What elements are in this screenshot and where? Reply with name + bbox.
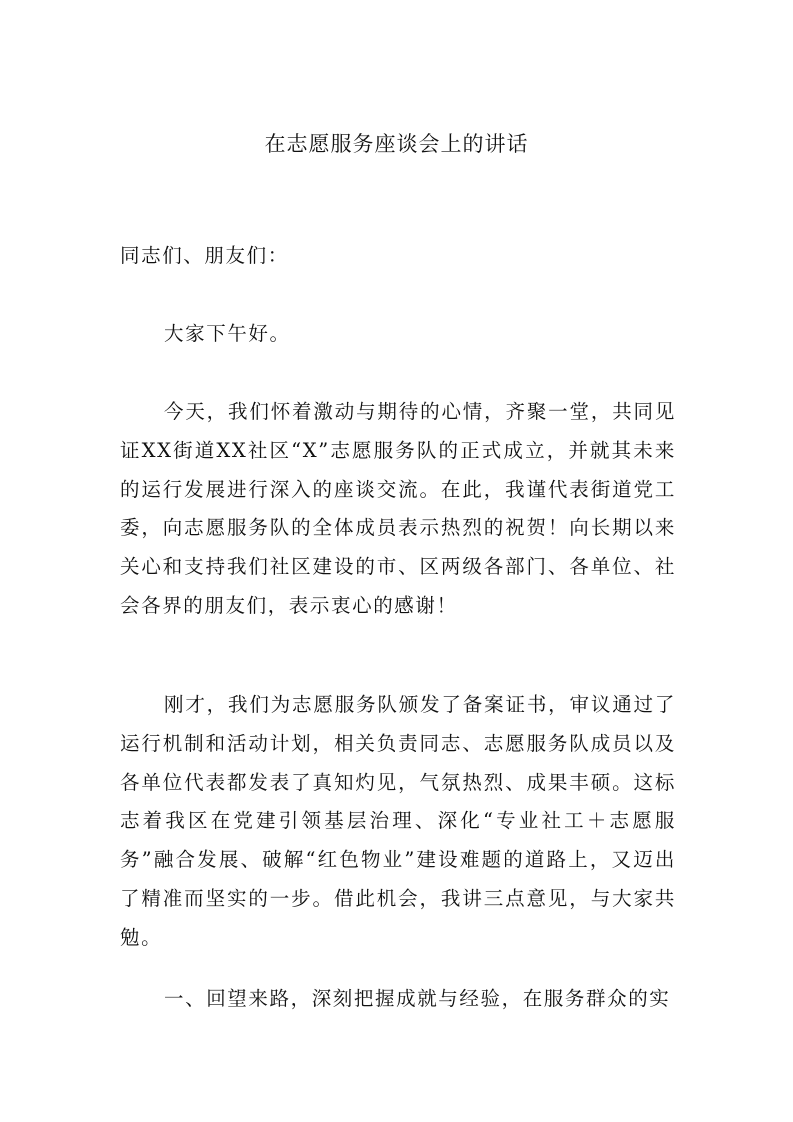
paragraph-review: 刚才，我们为志愿服务队颁发了备案证书，审议通过了运行机制和活动计划，相关负责同志、志愿服务队成员以及各单位代表都发表了真知灼见，气氛热烈、成果丰硕。这标志着我区在党建引领基层治理、深化“专业社工＋志愿服务”融合发展、破解“红色物业”建设难题的道路上，又迈出了精准而坚实的一步。借此机会，我讲三点意见，与大家共勉。 bbox=[120, 693, 676, 949]
section-heading-one: 一、回望来路，深刻把握成就与经验，在服务群众的实 bbox=[164, 987, 671, 1010]
paragraph-opening: 今天，我们怀着激动与期待的心情，齐聚一堂，共同见证XX街道XX社区“X”志愿服务队的正式成立，并就其未来的运行发展进行深入的座谈交流。在此，我谨代表街道党工委，向志愿服务队的全体成员表示热烈的祝贺！向长期以来关心和支持我们社区建设的市、区两级各部门、各单位、社会各界的朋友们，表示衷心的感谢！ bbox=[120, 400, 676, 617]
salutation: 同志们、朋友们： bbox=[120, 244, 289, 267]
paragraph-greeting: 大家下午好。 bbox=[164, 322, 291, 345]
document-title: 在志愿服务座谈会上的讲话 bbox=[264, 132, 529, 156]
